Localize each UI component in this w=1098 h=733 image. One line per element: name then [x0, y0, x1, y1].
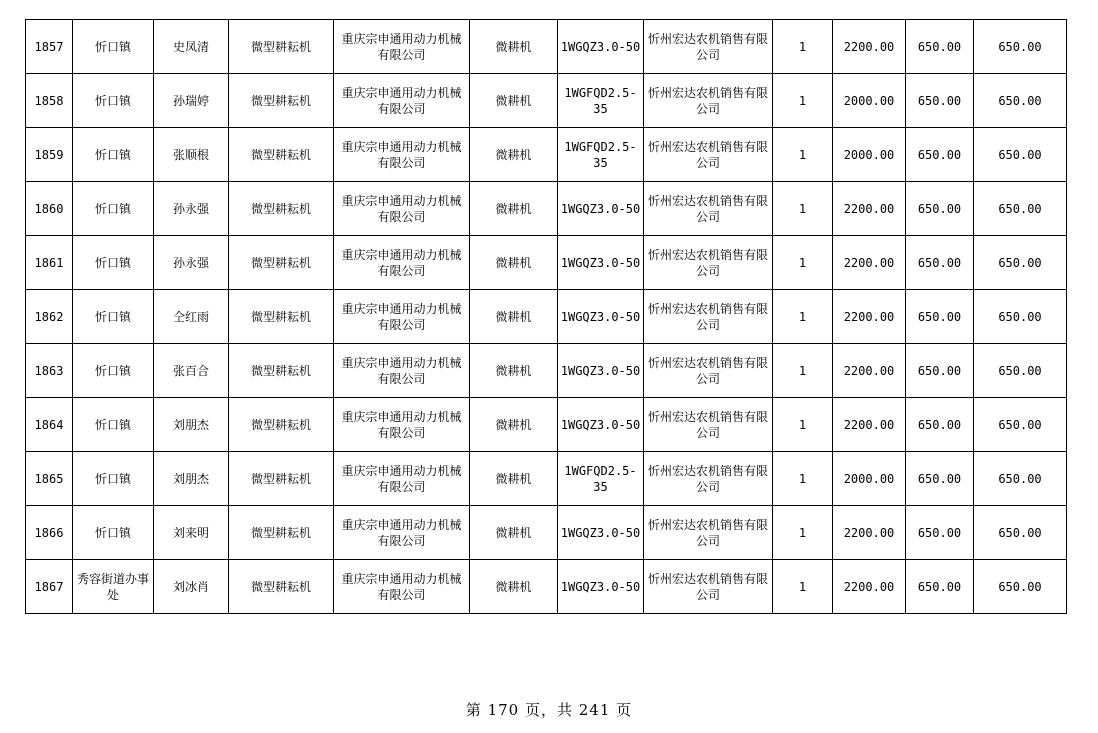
- model-number-cell: [558, 20, 644, 74]
- record-number-cell: [26, 290, 73, 344]
- sale-price-cell: [833, 506, 906, 560]
- machine-category-cell: [229, 506, 334, 560]
- owner-name-cell: [154, 344, 229, 398]
- model-number-text: 1WGQZ3.0-50: [560, 417, 641, 432]
- township-cell: [73, 20, 154, 74]
- record-number-cell: [26, 74, 73, 128]
- sale-price-text: 2200.00: [843, 363, 895, 378]
- table-row: [26, 344, 1067, 398]
- subsidy-total-cell: [974, 20, 1067, 74]
- owner-name-text: 刘朋杰: [172, 417, 209, 432]
- township-text: 忻口镇: [94, 255, 131, 270]
- subsidy-total-cell: [974, 452, 1067, 506]
- township-text: 忻口镇: [94, 363, 131, 378]
- subsidy-total-cell: [974, 182, 1067, 236]
- subsidy-total-text: 650.00: [998, 147, 1042, 162]
- dealer-cell: [644, 20, 773, 74]
- sale-price-text: 2200.00: [843, 255, 895, 270]
- machine-category-text: 微型耕耘机: [250, 309, 311, 324]
- subsidy-total-cell: [974, 398, 1067, 452]
- model-number-cell: [558, 398, 644, 452]
- sale-price-text: 2200.00: [843, 579, 895, 594]
- machine-item-cell: [470, 128, 558, 182]
- owner-name-cell: [154, 398, 229, 452]
- quantity-cell: [773, 74, 833, 128]
- record-number-cell: [26, 506, 73, 560]
- subsidy-total-cell: [974, 560, 1067, 614]
- quantity-text: 1: [798, 201, 807, 216]
- dealer-text: 忻州宏达农机销售有限公司: [648, 463, 769, 494]
- model-number-text: 1WGQZ3.0-50: [560, 579, 641, 594]
- township-cell: [73, 344, 154, 398]
- table-row: [26, 560, 1067, 614]
- machine-item-text: 微耕机: [495, 201, 532, 216]
- subsidy-total-text: 650.00: [998, 417, 1042, 432]
- sale-price-cell: [833, 560, 906, 614]
- machine-category-text: 微型耕耘机: [250, 417, 311, 432]
- dealer-cell: [644, 290, 773, 344]
- sale-price-text: 2200.00: [843, 201, 895, 216]
- subsidy-total-text: 650.00: [998, 201, 1042, 216]
- quantity-cell: [773, 398, 833, 452]
- subsidy-amount-text: 650.00: [917, 363, 962, 378]
- owner-name-cell: [154, 128, 229, 182]
- manufacturer-text: 重庆宗申通用动力机械有限公司: [341, 85, 462, 116]
- dealer-cell: [644, 74, 773, 128]
- owner-name-text: 孙永强: [172, 255, 209, 270]
- machine-item-text: 微耕机: [495, 363, 532, 378]
- sale-price-text: 2000.00: [843, 471, 895, 486]
- model-number-text: 1WGFQD2.5-35: [564, 463, 637, 494]
- machine-category-cell: [229, 560, 334, 614]
- manufacturer-text: 重庆宗申通用动力机械有限公司: [341, 139, 462, 170]
- machine-item-text: 微耕机: [495, 525, 532, 540]
- subsidy-total-text: 650.00: [998, 93, 1042, 108]
- dealer-cell: [644, 560, 773, 614]
- record-number-cell: [26, 20, 73, 74]
- manufacturer-cell: [334, 128, 470, 182]
- machine-item-cell: [470, 398, 558, 452]
- dealer-text: 忻州宏达农机销售有限公司: [648, 193, 769, 224]
- owner-name-text: 张顺根: [172, 147, 209, 162]
- subsidy-total-text: 650.00: [998, 309, 1042, 324]
- subsidy-total-cell: [974, 290, 1067, 344]
- manufacturer-cell: [334, 236, 470, 290]
- model-number-cell: [558, 236, 644, 290]
- manufacturer-cell: [334, 506, 470, 560]
- subsidy-amount-cell: [906, 398, 974, 452]
- record-number-cell: [26, 182, 73, 236]
- owner-name-cell: [154, 452, 229, 506]
- subsidy-amount-cell: [906, 560, 974, 614]
- quantity-text: 1: [798, 93, 807, 108]
- record-number-cell: [26, 398, 73, 452]
- dealer-text: 忻州宏达农机销售有限公司: [648, 247, 769, 278]
- machine-category-text: 微型耕耘机: [250, 525, 311, 540]
- table-body: [26, 20, 1067, 614]
- sale-price-cell: [833, 236, 906, 290]
- machine-category-text: 微型耕耘机: [250, 93, 311, 108]
- dealer-text: 忻州宏达农机销售有限公司: [648, 409, 769, 440]
- machine-category-cell: [229, 128, 334, 182]
- machine-item-text: 微耕机: [495, 39, 532, 54]
- machine-item-cell: [470, 74, 558, 128]
- record-number-text: 1861: [34, 255, 64, 270]
- manufacturer-text: 重庆宗申通用动力机械有限公司: [341, 247, 462, 278]
- record-number-cell: [26, 344, 73, 398]
- machine-category-cell: [229, 74, 334, 128]
- manufacturer-cell: [334, 344, 470, 398]
- model-number-cell: [558, 74, 644, 128]
- township-text: 忻口镇: [94, 417, 131, 432]
- subsidy-amount-cell: [906, 290, 974, 344]
- owner-name-cell: [154, 20, 229, 74]
- township-text: 忻口镇: [94, 309, 131, 324]
- model-number-text: 1WGQZ3.0-50: [560, 525, 641, 540]
- model-number-cell: [558, 452, 644, 506]
- record-number-cell: [26, 452, 73, 506]
- sale-price-text: 2000.00: [843, 93, 895, 108]
- township-cell: [73, 560, 154, 614]
- township-text: 忻口镇: [94, 147, 131, 162]
- machine-item-text: 微耕机: [495, 147, 532, 162]
- page-footer: 第 170 页，共 241 页: [465, 701, 633, 719]
- township-text: 忻口镇: [94, 525, 131, 540]
- township-cell: [73, 398, 154, 452]
- quantity-text: 1: [798, 363, 807, 378]
- machine-category-cell: [229, 344, 334, 398]
- machine-category-cell: [229, 20, 334, 74]
- subsidy-total-cell: [974, 344, 1067, 398]
- machine-category-cell: [229, 182, 334, 236]
- quantity-text: 1: [798, 471, 807, 486]
- record-number-text: 1862: [34, 309, 64, 324]
- record-number-text: 1867: [34, 579, 64, 594]
- machine-item-cell: [470, 560, 558, 614]
- machine-item-text: 微耕机: [495, 579, 532, 594]
- machine-item-cell: [470, 506, 558, 560]
- township-text: 忻口镇: [94, 201, 131, 216]
- owner-name-cell: [154, 290, 229, 344]
- machine-item-text: 微耕机: [495, 471, 532, 486]
- machine-category-cell: [229, 290, 334, 344]
- sale-price-cell: [833, 290, 906, 344]
- subsidy-total-text: 650.00: [998, 471, 1042, 486]
- table-row: [26, 74, 1067, 128]
- owner-name-text: 史凤清: [172, 39, 209, 54]
- machine-item-text: 微耕机: [495, 255, 532, 270]
- machine-item-cell: [470, 182, 558, 236]
- subsidy-total-cell: [974, 236, 1067, 290]
- machine-category-text: 微型耕耘机: [250, 255, 311, 270]
- dealer-text: 忻州宏达农机销售有限公司: [648, 571, 769, 602]
- subsidy-amount-cell: [906, 74, 974, 128]
- model-number-cell: [558, 506, 644, 560]
- manufacturer-text: 重庆宗申通用动力机械有限公司: [341, 463, 462, 494]
- manufacturer-cell: [334, 20, 470, 74]
- sale-price-cell: [833, 182, 906, 236]
- model-number-text: 1WGQZ3.0-50: [560, 309, 641, 324]
- subsidy-amount-cell: [906, 506, 974, 560]
- township-cell: [73, 290, 154, 344]
- record-number-cell: [26, 560, 73, 614]
- sale-price-text: 2200.00: [843, 309, 895, 324]
- subsidy-amount-text: 650.00: [917, 147, 962, 162]
- dealer-cell: [644, 506, 773, 560]
- machine-item-cell: [470, 452, 558, 506]
- model-number-text: 1WGQZ3.0-50: [560, 363, 641, 378]
- table-row: [26, 236, 1067, 290]
- model-number-cell: [558, 290, 644, 344]
- owner-name-cell: [154, 236, 229, 290]
- owner-name-cell: [154, 182, 229, 236]
- table-row: [26, 290, 1067, 344]
- subsidy-amount-cell: [906, 236, 974, 290]
- model-number-cell: [558, 560, 644, 614]
- subsidy-amount-cell: [906, 20, 974, 74]
- record-number-text: 1857: [34, 39, 64, 54]
- manufacturer-text: 重庆宗申通用动力机械有限公司: [341, 409, 462, 440]
- quantity-cell: [773, 128, 833, 182]
- quantity-text: 1: [798, 255, 807, 270]
- table-row: [26, 182, 1067, 236]
- table-row: [26, 20, 1067, 74]
- subsidy-amount-cell: [906, 344, 974, 398]
- owner-name-text: 刘来明: [172, 525, 209, 540]
- quantity-text: 1: [798, 417, 807, 432]
- subsidy-amount-cell: [906, 128, 974, 182]
- record-number-cell: [26, 236, 73, 290]
- record-number-text: 1866: [34, 525, 64, 540]
- subsidy-total-cell: [974, 128, 1067, 182]
- owner-name-cell: [154, 506, 229, 560]
- owner-name-cell: [154, 74, 229, 128]
- machine-item-cell: [470, 20, 558, 74]
- township-cell: [73, 182, 154, 236]
- record-number-text: 1864: [34, 417, 64, 432]
- subsidy-amount-cell: [906, 452, 974, 506]
- sale-price-cell: [833, 452, 906, 506]
- machine-category-cell: [229, 236, 334, 290]
- quantity-text: 1: [798, 39, 807, 54]
- table-row: [26, 398, 1067, 452]
- dealer-cell: [644, 128, 773, 182]
- machine-item-text: 微耕机: [495, 309, 532, 324]
- subsidy-amount-text: 650.00: [917, 309, 962, 324]
- machine-item-cell: [470, 236, 558, 290]
- machine-category-cell: [229, 452, 334, 506]
- dealer-text: 忻州宏达农机销售有限公司: [648, 517, 769, 548]
- model-number-text: 1WGFQD2.5-35: [564, 85, 637, 116]
- machine-item-cell: [470, 344, 558, 398]
- record-number-text: 1859: [34, 147, 64, 162]
- dealer-cell: [644, 182, 773, 236]
- machine-category-text: 微型耕耘机: [250, 471, 311, 486]
- manufacturer-cell: [334, 560, 470, 614]
- township-text: 忻口镇: [94, 93, 131, 108]
- township-cell: [73, 74, 154, 128]
- subsidy-total-cell: [974, 74, 1067, 128]
- subsidy-amount-text: 650.00: [917, 255, 962, 270]
- owner-name-text: 孙永强: [172, 201, 209, 216]
- manufacturer-text: 重庆宗申通用动力机械有限公司: [341, 517, 462, 548]
- manufacturer-cell: [334, 182, 470, 236]
- manufacturer-text: 重庆宗申通用动力机械有限公司: [341, 193, 462, 224]
- owner-name-cell: [154, 560, 229, 614]
- owner-name-text: 孙瑞婷: [172, 93, 209, 108]
- quantity-text: 1: [798, 579, 807, 594]
- manufacturer-text: 重庆宗申通用动力机械有限公司: [341, 571, 462, 602]
- sale-price-text: 2000.00: [843, 147, 895, 162]
- dealer-text: 忻州宏达农机销售有限公司: [648, 31, 769, 62]
- record-number-text: 1863: [34, 363, 64, 378]
- subsidy-total-text: 650.00: [998, 255, 1042, 270]
- subsidy-amount-text: 650.00: [917, 93, 962, 108]
- manufacturer-text: 重庆宗申通用动力机械有限公司: [341, 31, 462, 62]
- model-number-cell: [558, 182, 644, 236]
- dealer-cell: [644, 236, 773, 290]
- manufacturer-cell: [334, 452, 470, 506]
- sale-price-text: 2200.00: [843, 417, 895, 432]
- model-number-cell: [558, 128, 644, 182]
- sale-price-cell: [833, 74, 906, 128]
- machine-category-text: 微型耕耘机: [250, 579, 311, 594]
- sale-price-cell: [833, 20, 906, 74]
- subsidy-total-text: 650.00: [998, 39, 1042, 54]
- record-number-text: 1865: [34, 471, 64, 486]
- manufacturer-text: 重庆宗申通用动力机械有限公司: [341, 301, 462, 332]
- sale-price-cell: [833, 344, 906, 398]
- township-cell: [73, 128, 154, 182]
- owner-name-text: 张百合: [172, 363, 209, 378]
- subsidy-amount-text: 650.00: [917, 39, 962, 54]
- record-number-text: 1858: [34, 93, 64, 108]
- owner-name-text: 刘冰肖: [172, 579, 209, 594]
- machine-category-text: 微型耕耘机: [250, 363, 311, 378]
- quantity-cell: [773, 560, 833, 614]
- machine-category-text: 微型耕耘机: [250, 39, 311, 54]
- table-row: [26, 128, 1067, 182]
- township-text: 秀容街道办事处: [77, 571, 150, 602]
- sale-price-cell: [833, 128, 906, 182]
- township-cell: [73, 506, 154, 560]
- subsidy-total-cell: [974, 506, 1067, 560]
- manufacturer-cell: [334, 74, 470, 128]
- manufacturer-cell: [334, 290, 470, 344]
- record-number-text: 1860: [34, 201, 64, 216]
- quantity-cell: [773, 182, 833, 236]
- subsidy-total-text: 650.00: [998, 579, 1042, 594]
- subsidy-amount-cell: [906, 182, 974, 236]
- quantity-cell: [773, 236, 833, 290]
- quantity-cell: [773, 290, 833, 344]
- subsidy-amount-text: 650.00: [917, 417, 962, 432]
- dealer-text: 忻州宏达农机销售有限公司: [648, 355, 769, 386]
- manufacturer-cell: [334, 398, 470, 452]
- manufacturer-text: 重庆宗申通用动力机械有限公司: [341, 355, 462, 386]
- sale-price-text: 2200.00: [843, 39, 895, 54]
- table-row: [26, 506, 1067, 560]
- subsidy-amount-text: 650.00: [917, 201, 962, 216]
- quantity-text: 1: [798, 309, 807, 324]
- machine-category-text: 微型耕耘机: [250, 201, 311, 216]
- sale-price-text: 2200.00: [843, 525, 895, 540]
- quantity-text: 1: [798, 525, 807, 540]
- owner-name-text: 刘朋杰: [172, 471, 209, 486]
- township-text: 忻口镇: [94, 471, 131, 486]
- model-number-text: 1WGQZ3.0-50: [560, 39, 641, 54]
- model-number-text: 1WGFQD2.5-35: [564, 139, 637, 170]
- dealer-text: 忻州宏达农机销售有限公司: [648, 85, 769, 116]
- dealer-cell: [644, 398, 773, 452]
- subsidy-amount-text: 650.00: [917, 579, 962, 594]
- machine-item-text: 微耕机: [495, 93, 532, 108]
- sale-price-cell: [833, 398, 906, 452]
- township-text: 忻口镇: [94, 39, 131, 54]
- machine-category-cell: [229, 398, 334, 452]
- dealer-cell: [644, 452, 773, 506]
- model-number-text: 1WGQZ3.0-50: [560, 255, 641, 270]
- subsidy-amount-text: 650.00: [917, 471, 962, 486]
- township-cell: [73, 236, 154, 290]
- table-row: [26, 452, 1067, 506]
- dealer-text: 忻州宏达农机销售有限公司: [648, 139, 769, 170]
- subsidy-total-text: 650.00: [998, 363, 1042, 378]
- dealer-cell: [644, 344, 773, 398]
- machine-category-text: 微型耕耘机: [250, 147, 311, 162]
- dealer-text: 忻州宏达农机销售有限公司: [648, 301, 769, 332]
- quantity-cell: [773, 506, 833, 560]
- model-number-text: 1WGQZ3.0-50: [560, 201, 641, 216]
- model-number-cell: [558, 344, 644, 398]
- machine-item-text: 微耕机: [495, 417, 532, 432]
- owner-name-text: 仝红雨: [172, 309, 209, 324]
- quantity-text: 1: [798, 147, 807, 162]
- quantity-cell: [773, 20, 833, 74]
- subsidy-total-text: 650.00: [998, 525, 1042, 540]
- record-number-cell: [26, 128, 73, 182]
- quantity-cell: [773, 344, 833, 398]
- subsidy-amount-text: 650.00: [917, 525, 962, 540]
- quantity-cell: [773, 452, 833, 506]
- township-cell: [73, 452, 154, 506]
- records-table: [25, 19, 1067, 614]
- machine-item-cell: [470, 290, 558, 344]
